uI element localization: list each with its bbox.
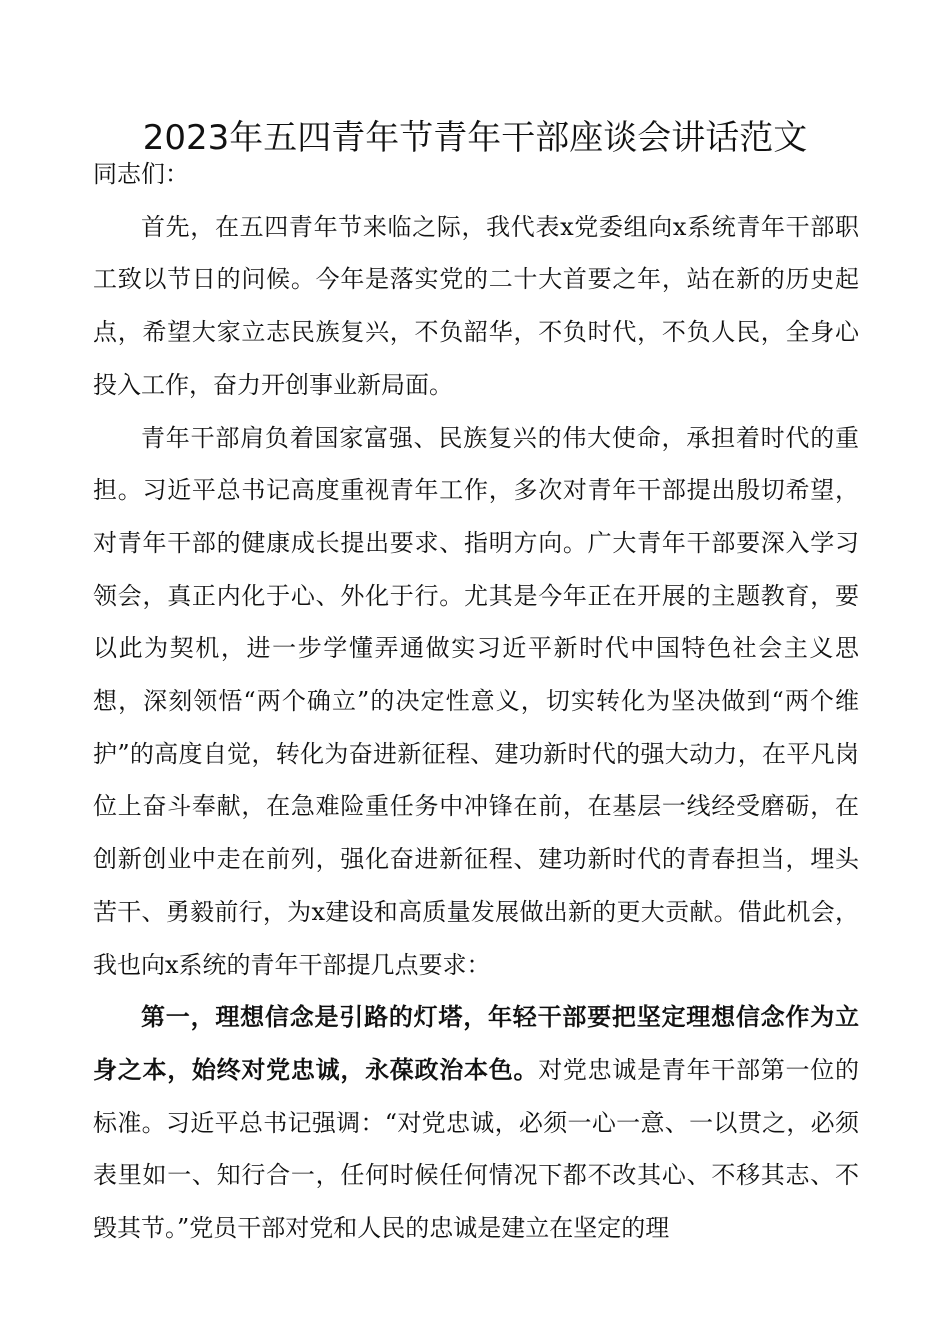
point-one-heading: 第一，理想信念是引路的灯塔，年轻干部要把坚定理想信念作为立身之本，始终对党忠诚，永葆政治本色。 xyxy=(93,1002,859,1084)
paragraph-point-one xyxy=(93,991,859,1255)
document-body xyxy=(93,148,859,1255)
paragraph-greeting: 首先，在五四青年节来临之际，我代表x党委组向x系统青年干部职工致以节日的问候。今年是落实党的二十大首要之年，站在新的历史起点，希望大家立志民族复兴，不负韶华，不负时代，不负人民，全身心投入工作，奋力开创事业新局面。 xyxy=(93,212,859,399)
paragraph-mission: 青年干部肩负着国家富强、民族复兴的伟大使命，承担着时代的重担。习近平总书记高度重视青年工作，多次对青年干部提出殷切希望，对青年干部的健康成长提出要求、指明方向。广大青年干部要深入学习领会，真正内化于心、外化于行。尤其是今年正在开展的主题教育，要以此为契机，进一步学懂弄通做实习近平新时代中国特色社会主义思想，深刻领悟“两个确立”的决定性意义，切实转化为坚决做到“两个维护”的高度自觉，转化为奋进新征程、建功新时代的强大动力，在平凡岗位上奋斗奉献，在急难险重任务中冲锋在前，在基层一线经受磨砺，在创新创业中走在前列，强化奋进新征程、建功新时代的青春担当，埋头苦干、勇毅前行，为x建设和高质量发展做出新的更大贡献。借此机会，我也向x系统的青年干部提几点要求： xyxy=(93,423,859,979)
salutation: 同志们： xyxy=(93,160,189,188)
document-title: 2023年五四青年节青年干部座谈会讲话范文 xyxy=(142,118,808,158)
point-one-text: 对党忠诚是青年干部第一位的标准。习近平总书记强调：“对党忠诚，必须一心一意、一以贯之，必须表里如一、知行合一，任何时候任何情况下都不改其心、不移其志、不毁其节。”党员干部对党和人民的忠诚是建立在坚定的理 xyxy=(93,1055,860,1243)
